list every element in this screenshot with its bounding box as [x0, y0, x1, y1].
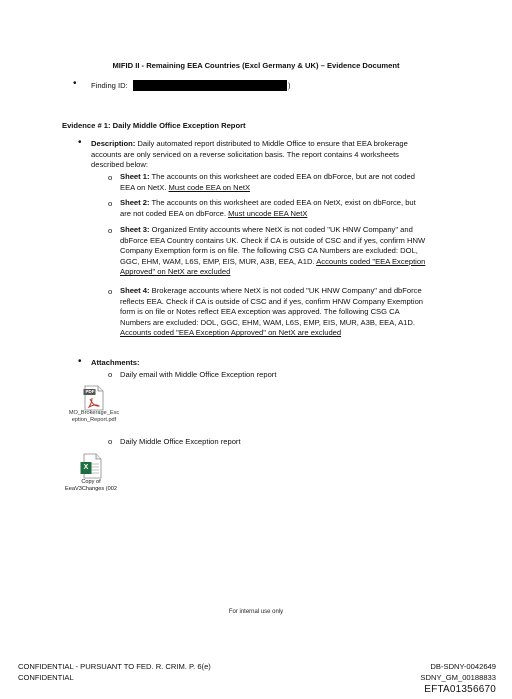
- pdf-file-caption: [62, 410, 126, 424]
- internal-use-note: For internal use only: [228, 609, 284, 615]
- sheet-instruction: Accounts coded "EEA Exception: [316, 256, 426, 266]
- sub-bullet: o: [108, 287, 113, 296]
- file-caption-line: Copy of: [81, 479, 101, 485]
- description-label: Description:: [91, 139, 136, 148]
- bates-number-1: DB-SDNY-0042649: [430, 662, 496, 671]
- sheet-instruction: Must uncode EEA NetX: [228, 208, 308, 218]
- sub-bullet: o: [108, 370, 113, 379]
- bullet: •: [73, 78, 77, 89]
- description-line: described below:: [91, 160, 148, 170]
- pdf-file-icon[interactable]: [83, 385, 105, 411]
- finding-id-close: ): [288, 81, 291, 90]
- confidential-line-2: CONFIDENTIAL: [18, 673, 74, 682]
- evidence-heading: Evidence # 1: Daily Middle Office Exception Report: [62, 121, 246, 130]
- sheet-line: EEA on NetX.: [120, 182, 169, 192]
- sheet-line: are not coded EEA on dbForce.: [120, 208, 229, 218]
- sheet-4-item: [120, 286, 475, 339]
- attachment-description: Daily Middle Office Exception report: [120, 437, 241, 446]
- sheet-line: Brokerage accounts where NetX is not coded "UK HNW Company" and dbForce: [149, 286, 422, 295]
- bullet: •: [78, 356, 82, 367]
- attachment-description: Daily email with Middle Office Exception report: [120, 370, 277, 379]
- sub-bullet: o: [108, 226, 113, 235]
- excel-file-icon[interactable]: [80, 453, 102, 479]
- sheet-2-item: [120, 198, 465, 219]
- sheet-line: dbForce EEA Country contains UK. Check if CA is outside of CSC and if yes, confirm HNW: [120, 235, 426, 245]
- sheet-label: Sheet 1:: [120, 172, 150, 181]
- excel-badge-label: X: [83, 464, 89, 471]
- sheet-line: Numbers are excluded: DOL, GGC, EHM, WAM, L6S, EMP, EIS, MUR, A3B, EEA, A1D.: [120, 317, 415, 327]
- sub-bullet: o: [108, 199, 113, 208]
- document-title: MIFID II - Remaining EEA Countries (Excl Germany & UK) – Evidence Document: [112, 61, 400, 70]
- sub-bullet: o: [108, 173, 113, 182]
- sheet-3-item: [120, 225, 475, 278]
- sheet-line: reflects EEA. Check if CA is outside of CSC and if yes, confirm HNW Company Exemption: [120, 296, 424, 306]
- sheet-line: The accounts on this worksheet are coded EEA on dbForce, but are not coded: [149, 172, 415, 181]
- file-caption-line: MO_Brokerage_Exc: [68, 410, 120, 416]
- description-line: accounts are only serviced on a reverse solicitation basis. The report contains 4 worksheets: [91, 149, 399, 159]
- sheet-line: Organized Entity accounts where NetX is not coded "UK HNW Company" and: [149, 225, 413, 234]
- sheet-line: form is on file or Notes reflect EEA exception was approved. The following CSG CA: [120, 307, 400, 317]
- bullet: •: [78, 137, 82, 148]
- attachments-label: Attachments:: [91, 358, 140, 367]
- bates-number-2: SDNY_GM_00188833: [420, 673, 496, 682]
- excel-file-caption: [56, 479, 126, 493]
- efta-number: EFTA01356670: [424, 684, 496, 695]
- file-caption-line: EeaV3Changes (002: [65, 486, 117, 492]
- redaction-bar: [133, 80, 287, 91]
- sheet-label: Sheet 2:: [120, 198, 150, 207]
- finding-id-label: Finding ID:: [91, 81, 128, 90]
- description-line: Daily automated report distributed to Middle Office to ensure that EEA brokerage: [135, 139, 408, 148]
- sheet-instruction: Approved" on NetX are excluded: [120, 267, 231, 277]
- sheet-label: Sheet 4:: [120, 286, 150, 295]
- sheet-line: The accounts on this worksheet are coded EEA on NetX, exist on dbForce, but: [149, 198, 416, 207]
- sheet-label: Sheet 3:: [120, 225, 150, 234]
- file-caption-line: eption_Report.pdf: [71, 417, 117, 423]
- sheet-1-item: [120, 172, 465, 193]
- confidential-line-1: CONFIDENTIAL - PURSUANT TO FED. R. CRIM. P. 6(e): [18, 662, 211, 671]
- description-paragraph: [91, 139, 461, 171]
- sheet-line: Company Exemption form is on file. The following CSG CA Numbers are excluded: DOL,: [120, 246, 418, 256]
- sheet-instruction: Accounts coded "EEA Exception Approved" on NetX are excluded: [120, 328, 342, 338]
- sheet-instruction: Must code EEA on NetX: [168, 182, 251, 192]
- sheet-line: GGC, EHM, WAM, L6S, EMP, EIS, MUR, A3B, EEA, A1D.: [120, 256, 317, 266]
- sub-bullet: o: [108, 437, 113, 446]
- pdf-badge-label: PDF: [85, 389, 95, 394]
